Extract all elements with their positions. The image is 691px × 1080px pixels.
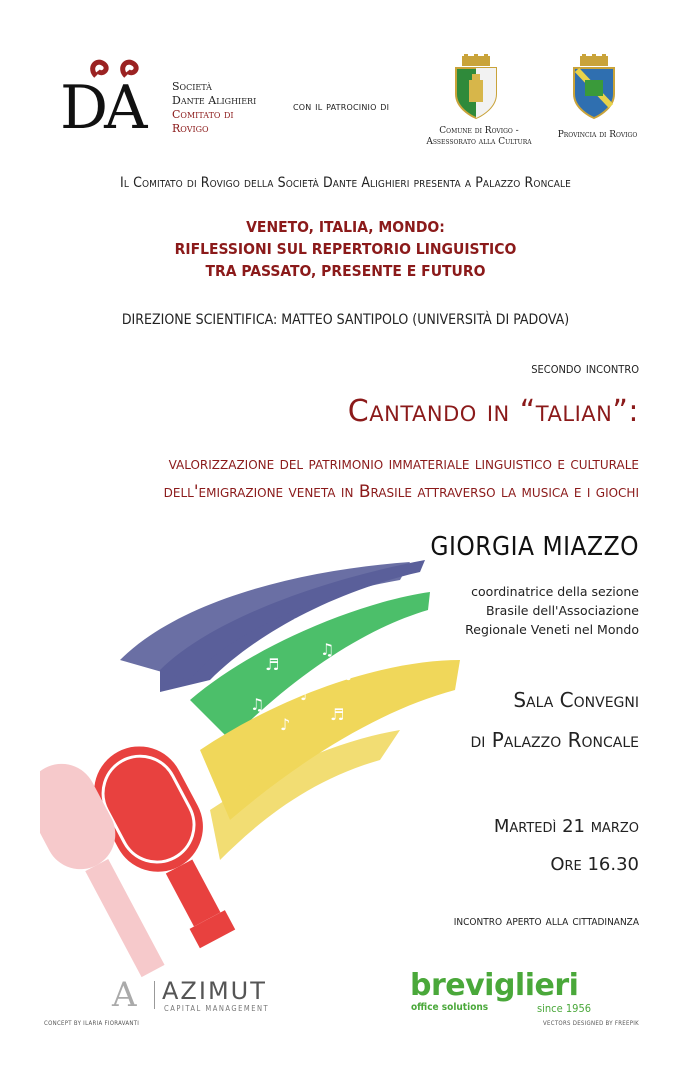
rovigo-province-coat-of-arms-icon <box>571 54 617 120</box>
divider <box>154 981 155 1009</box>
azimut-logo <box>112 975 312 1015</box>
breviglieri-logo <box>410 968 600 1018</box>
speaker-name: GIORGIA MIAZZO <box>430 532 639 562</box>
open-to-public-notice: incontro aperto alla cittadinanza <box>453 913 639 929</box>
svg-text:♪: ♪ <box>345 665 356 684</box>
svg-text:♪: ♪ <box>280 715 291 734</box>
talk-subtitle: valorizzazione del patrimonio immateriale linguistico e culturale dell'emigrazione veneta in Brasile attraverso la musica e i giochi <box>163 454 639 502</box>
meeting-number: secondo incontro <box>531 358 639 377</box>
series-title: VENETO, ITALIA, MONDO: RIFLESSIONI SUL REPERTORIO LINGUISTICO TRA PASSATO, PRESENTE E FUTURO <box>174 218 517 280</box>
svg-text:♬: ♬ <box>265 655 280 674</box>
vectors-credit: VECTORS DESIGNED BY FREEPIK <box>543 1020 639 1027</box>
rovigo-city-coat-of-arms-icon <box>453 54 499 120</box>
scientific-direction: DIREZIONE SCIENTIFICA: MATTEO SANTIPOLO (UNIVERSITÀ DI PADOVA) <box>121 312 570 328</box>
speaker-role: coordinatrice della sezione Brasile dell'Associazione Regionale Veneti nel Mondo <box>465 584 639 637</box>
logo-letters: DA <box>60 73 144 143</box>
talk-title: Cantando in “talian”: <box>347 394 639 429</box>
svg-text:♬: ♬ <box>330 705 345 724</box>
dante-alighieri-logo <box>60 58 170 148</box>
society-name: Società Dante Alighieri Comitato di Rovigo <box>172 80 257 135</box>
venue: Sala Convegni di Palazzo Roncale <box>470 688 639 752</box>
breviglieri-subtitle: office solutions <box>411 1002 489 1013</box>
concept-credit: CONCEPT BY ILARIA FIORAVANTI <box>44 1020 140 1027</box>
microphone-rainbow-illustration <box>40 560 470 1000</box>
intro-line: Il Comitato di Rovigo della Società Dante Alighieri presenta a Palazzo Roncale <box>120 175 571 191</box>
breviglieri-since: since 1956 <box>537 1002 592 1015</box>
azimut-name: AZIMUT <box>162 977 267 1005</box>
city-patron-caption: Comune di Rovigo - Assessorato alla Cultura <box>426 126 532 147</box>
svg-text:♩: ♩ <box>300 685 308 704</box>
svg-text:♫: ♫ <box>320 640 335 659</box>
azimut-subtitle: CAPITAL MANAGEMENT <box>164 1004 270 1013</box>
breviglieri-name: breviglieri <box>410 968 579 1003</box>
patronage-label: con il patrocinio di <box>293 100 390 113</box>
svg-text:♫: ♫ <box>250 695 265 714</box>
svg-text:♪: ♪ <box>290 615 301 634</box>
event-date: Martedì 21 marzo Ore 16.30 <box>493 816 639 875</box>
azimut-mark: A <box>112 975 137 1015</box>
province-patron-caption: Provincia di Rovigo <box>557 130 638 140</box>
